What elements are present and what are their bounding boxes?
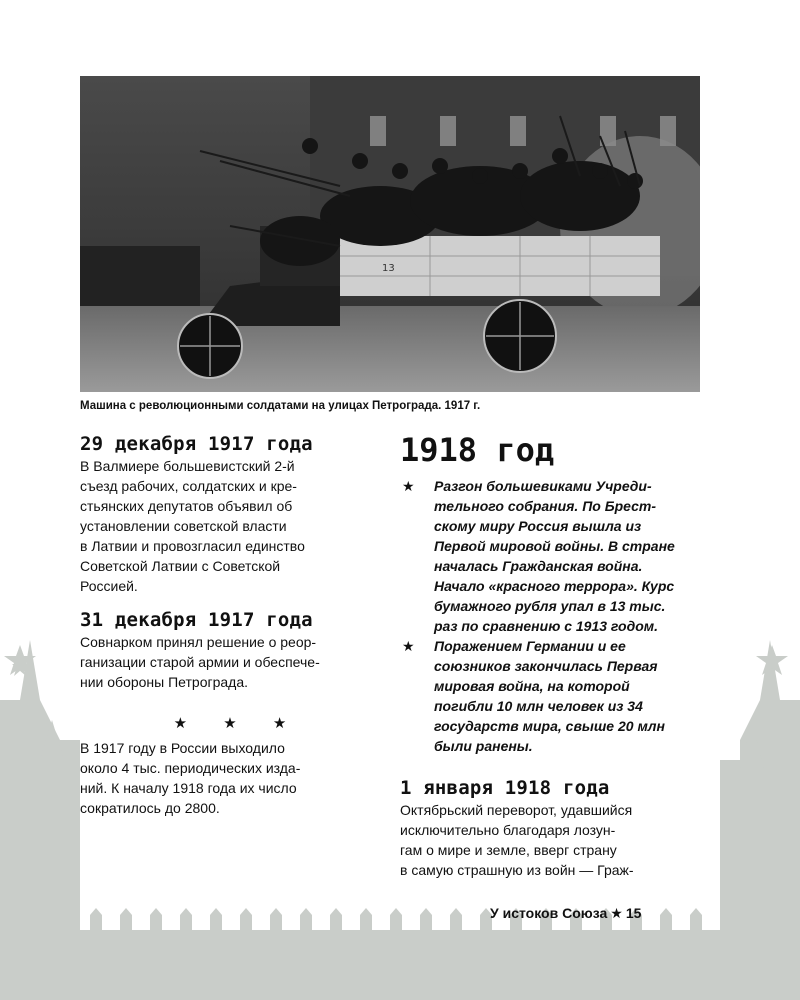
page-footer [490, 905, 641, 922]
section-periodicals [80, 738, 380, 818]
list-item [400, 476, 705, 636]
right-column [400, 432, 705, 880]
book-title: У истоков Союза [490, 905, 608, 921]
page-number: 15 [625, 905, 642, 921]
star-bullet-icon: ★ [402, 478, 415, 494]
section-jan-1 [400, 776, 705, 880]
section-date: 29 декабря 1917 года [80, 433, 313, 455]
photo-caption: Машина с революционными солдатами на улицах Петрограда. 1917 г. [80, 400, 481, 412]
section-body: Совнарком принял решение о реор- ганизации старой армии и обеспече- нии обороны Петрограда. [80, 634, 320, 690]
list-item-text: Поражением Германии и ее союзников закончилась Первая мировая война, на которой погибли 10 млн человек из 34 государств мира, свыше 20 млн были ранены. [434, 638, 665, 754]
section-dec-29 [80, 432, 380, 596]
truck-number: 13 [382, 263, 395, 274]
list-item-text: Разгон большевиками Учреди- тельного собрания. По Брест- скому миру Россия вышла из Первой мировой войны. В стране началась Гражданская война. Начало «красного террора». Курс бумажного рубля упал в 13 тыс. раз по сравнению с 1913 годом. [434, 478, 675, 634]
section-body: Октябрьский переворот, удавшийся исключительно благодаря лозун- гам о мире и земле, вверг страну в самую страшную из войн — Граж- [400, 802, 634, 878]
section-body: В Валмиере большевистский 2-й съезд рабочих, солдатских и кре- стьянских депутатов объявил об установлении советской власти в Латвии и провозгласил единство Советской Латвии с Советской Россией. [80, 458, 305, 594]
star-separator: ★ ★ ★ [173, 715, 303, 732]
star-icon: ★ [610, 905, 623, 921]
section-body: В 1917 году в России выходило около 4 тыс. периодических изда- ний. К началу 1918 года их число сократилось до 2800. [80, 740, 301, 816]
left-column [80, 432, 380, 818]
year-events-list [400, 476, 705, 756]
historical-photo [80, 76, 700, 392]
list-item [400, 636, 705, 756]
year-heading: 1918 год [400, 431, 555, 469]
section-date: 1 января 1918 года [400, 777, 610, 799]
section-dec-31 [80, 608, 380, 692]
star-bullet-icon: ★ [402, 638, 415, 654]
section-date: 31 декабря 1917 года [80, 609, 313, 631]
